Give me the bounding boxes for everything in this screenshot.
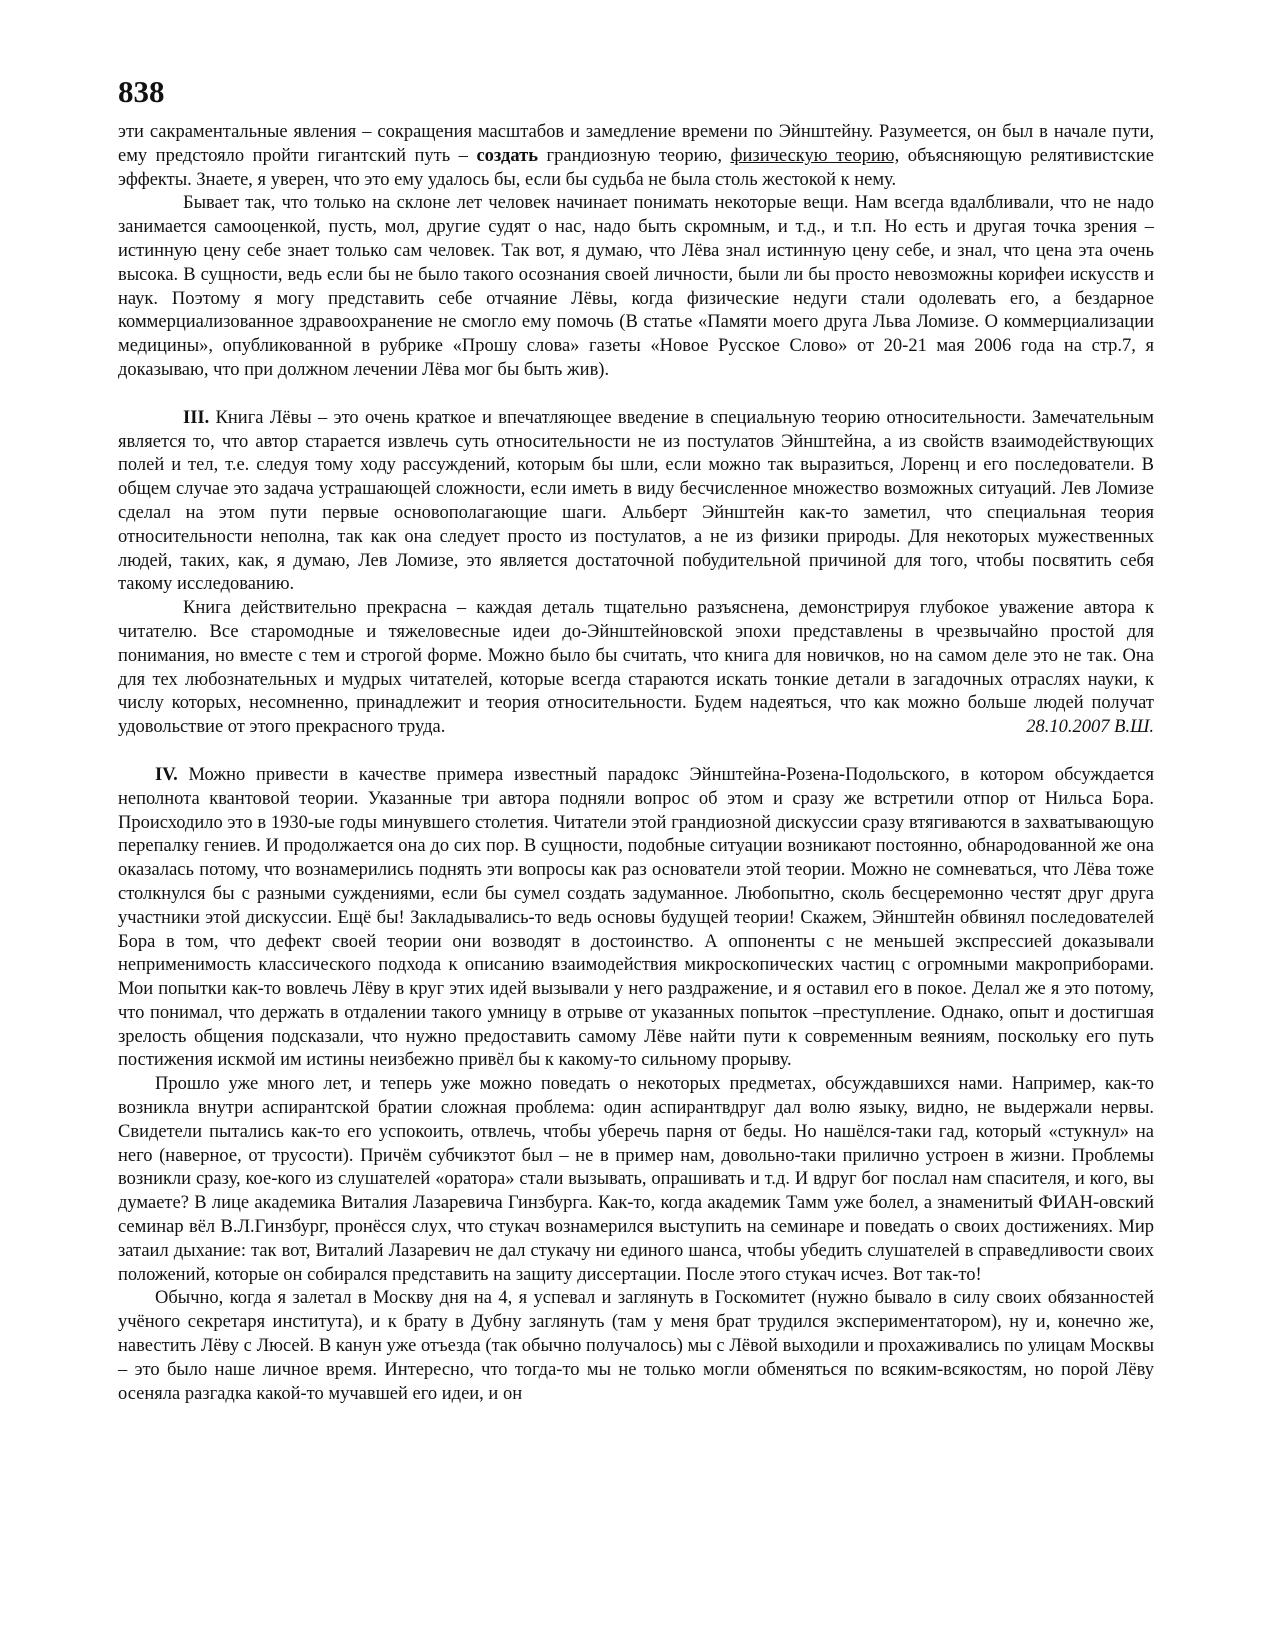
- paragraph-with-signature: [118, 597, 1154, 740]
- paragraph: Обычно, когда я залетал в Москву дня на 4, я успевал и заглянуть в Госкомитет (нужно бывало в силу своих обязанностей учёного секретаря института), и к брату в Дубну заглянуть (там у меня брат трудился экспериментатором), ну и, конечно же, навестить Лёву с Люсей. В канун уже отъезда (так обычно получалось) мы с Лёвой выходили и прохаживались по улицам Москвы – это было наше личное время. Интересно, что тогда-то мы не только могли обменяться по всяким-всякостям, но порой Лёву осеняла разгадка какой-то мучавшей его идеи, и он: [118, 1288, 1154, 1404]
- text-run: Книга действительно прекрасна – каждая деталь тщательно разъяснена, демонстрируя глубокое уважение автора к читателю. Все старомодные и тяжеловесные идеи до-Эйнштейновской эпохи представлены в чрезвычайно простой для понимания, но вместе с тем и строгой форме. Можно было бы считать, что книга для новичков, но на самом деле это не так. Она для тех любознательных и мудрых читателей, которые всегда стараются искать тонкие детали в загадочных отраслях науки, к числу которых, несомненно, принадлежит и теория относительности. Будем надеяться, что как можно больше людей получат удовольствие от этого прекрасного труда.: [118, 598, 1154, 738]
- page-number: 838: [118, 74, 165, 109]
- text-run: объясняющую релятивистские эффекты. Знаете, я уверен, что это ему удалось бы, если бы судьба не была столь жестокой к нему.: [118, 145, 1154, 190]
- paragraph-continuation: [118, 121, 1154, 192]
- text-run: Книга Лёвы – это очень краткое и впечатляющее введение в специальную теорию относительности. Замечательным является то, что автор старается извлечь суть относительности не из постулатов Эйнштейна, а из свойств взаимодействующих полей и тел, т.е. следуя тому ходу рассуждений, которым бы шли, если можно так выразиться, Лоренц и его последователи. В общем случае это задача устрашающей сложности, если иметь в виду бесчисленное множество возможных ситуаций. Лев Ломизе сделал на этом пути первые основополагающие шаги. Альберт Эйнштейн как-то заметил, что специальная теория относительности неполна, так как она следует просто из постулатов, а не из физики природы. Для некоторых мужественных людей, таких, как, я думаю, Лев Ломизе, это является достаточной побудительной причиной для того, чтобы посвятить себя такому исследованию.: [118, 407, 1154, 595]
- section-iv-paragraph: [118, 764, 1154, 1073]
- bold-word: создать: [476, 145, 539, 166]
- paragraph: Бывает так, что только на склоне лет человек начинает понимать некоторые вещи. Нам всегда вдалбливали, что не надо занимается самооценкой, пусть, мол, другие судят о нас, надо быть скромным, и т.д., и т.п. Но есть и другая точка зрения – истинную цену себе знает только сам человек. Так вот, я думаю, что Лёва знал истинную цену себе, и знал, что цена эта очень высока. В сущности, ведь если бы не было такого осознания своей личности, были ли бы просто невозможны корифеи искусств и наук. Поэтому я могу представить себе отчаяние Лёвы, когда физические недуги стали одолевать его, а бездарное коммерциализованное здравоохранение не смогло ему помочь (В статье «Памяти моего друга Льва Ломизе. О коммерциализации медицины», опубликованной в рубрике «Прошу слова» газеты «Новое Русское Слово» от 20-21 мая 2006 года на стр.7, я доказываю, что при должном лечении Лёва мог бы быть жив).: [118, 193, 1154, 380]
- section-number: IV.: [155, 764, 178, 785]
- text-run: Можно привести в качестве примера известный парадокс Эйнштейна-Розена-Подольского, в котором обсуждается неполнота квантовой теории. Указанные три автора подняли вопрос об этом и сразу же встретили отпор от Нильса Бора. Происходило это в 1930-ые годы минувшего столетия. Читатели этой грандиозной дискуссии сразу втягиваются в захватывающую перепалку гениев. И продолжается она до сих пор. В сущности, подобные ситуации возникают постоянно, обнародованной же она оказалась потому, что вознамерились поднять эти вопросы как раз основатели этой теории. Можно не сомневаться, что Лёва тоже столкнулся бы с разными суждениями, если бы сумел создать задуманное. Любопытно, сколь бесцеремонно честят друг друга участники этой дискуссии. Ещё бы! Закладывались-то ведь основы будущей теории! Скажем, Эйнштейн обвинял последователей Бора в том, что дефект своей теории они возводят в достоинство. А оппоненты с не меньшей экспрессией доказывали неприменимость классического подхода к описанию взаимодействия микроскопических частиц с огромными макроприборами. Мои попытки как-то вовлечь Лёву в круг этих идей вызывали у него раздражение, и я оставил его в покое. Делал же я это потому, что понимал, что держать в отдалении такого умницу в отрыве от указанных попыток –преступление. Однако, опыт и достигшая зрелость общения подсказали, что нужно предоставить самому Лёве найти пути к современным веяниям, поскольку его путь постижения искмой им истины неизбежно привёл бы к какому-то сильному прорыву.: [118, 764, 1154, 1071]
- paragraph: Прошло уже много лет, и теперь уже можно поведать о некоторых предметах, обсуждавшихся нами. Например, как-то возникла внутри аспирантской братии сложная проблема: один аспирантвдруг дал волю языку, видно, не выдержали нервы. Свидетели пытались как-то его успокоить, отвлечь, чтобы уберечь парня от беды. Но нашёлся-таки гад, который «стукнул» на него (наверное, от трусости). Причём субчикэтот был – не в пример нам, довольно-таки прилично устроен в жизни. Проблемы возникли сразу, кое-кого из слушателей «оратора» стали вызывать, опрашивать и т.д. И вдруг бог послал нам спасителя, и кого, вы думаете? В лице академика Виталия Лазаревича Гинзбурга. Как-то, когда академик Тамм уже болел, а знаменитый ФИАН-овский семинар вёл В.Л.Гинзбург, пронёсся слух, что стукач вознамерился выступить на семинаре и поведать о своих достижениях. Мир затаил дыхание: так вот, Виталий Лазаревич не дал стукачу ни единого шанса, чтобы убедить слушателей в справедливости своих положений, которые он собирался представить на защиту диссертации. После этого стукач исчез. Вот так-то!: [118, 1074, 1154, 1285]
- document-body: [118, 121, 1154, 1406]
- underlined-phrase: физическую теорию,: [730, 145, 900, 166]
- text-run: эти сакраментальные явления – сокращения масштабов и замедление времени по Эйнштейну. Разумеется, он был в начале пути, ему предстояло пройти гигантский путь –: [118, 122, 1154, 166]
- date-signature: 28.10.2007 В.Ш.: [1026, 717, 1154, 738]
- section-number: III.: [183, 407, 210, 428]
- section-iii-paragraph: [118, 407, 1154, 597]
- text-run: грандиозную теорию,: [538, 145, 731, 166]
